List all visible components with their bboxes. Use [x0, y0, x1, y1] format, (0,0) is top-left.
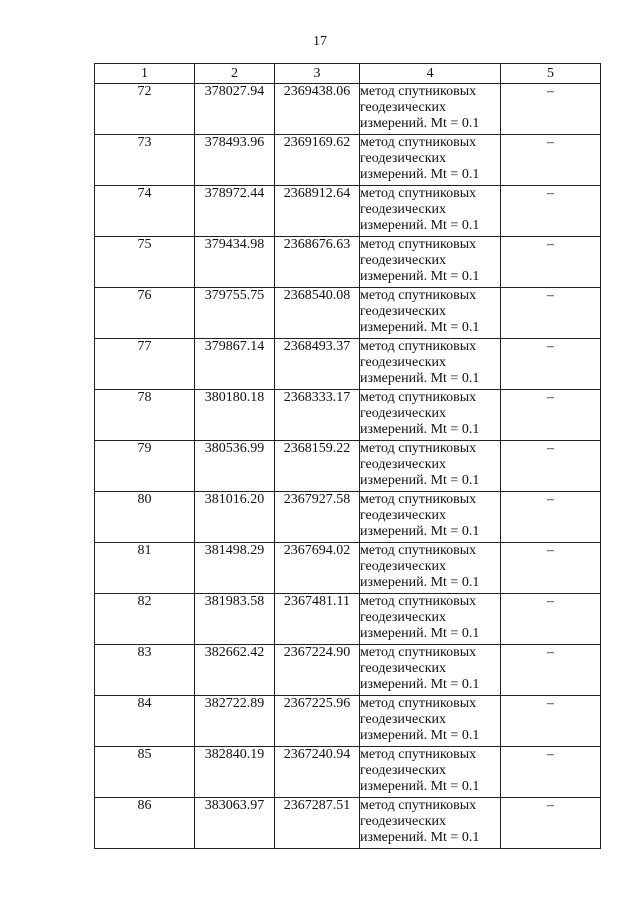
- method-line-1: метод спутниковых: [360, 288, 477, 303]
- method-cell: [360, 594, 501, 645]
- y-coordinate-cell: 2367927.58: [275, 492, 360, 543]
- point-number-cell: 85: [95, 747, 195, 798]
- x-coordinate-cell: 379867.14: [195, 339, 275, 390]
- method-line-2: геодезических: [360, 610, 447, 625]
- x-coordinate-cell: 379755.75: [195, 288, 275, 339]
- table-row: [95, 594, 601, 645]
- method-line-3: измерений. Mt = 0.1: [360, 371, 480, 386]
- method-line-1: метод спутниковых: [360, 543, 477, 558]
- method-line-1: метод спутниковых: [360, 594, 477, 609]
- x-coordinate-cell: 378493.96: [195, 135, 275, 186]
- method-cell: [360, 747, 501, 798]
- method-line-2: геодезических: [360, 712, 447, 727]
- point-number-cell: 83: [95, 645, 195, 696]
- method-line-3: измерений. Mt = 0.1: [360, 167, 480, 182]
- method-line-1: метод спутниковых: [360, 645, 477, 660]
- method-line-2: геодезических: [360, 202, 447, 217]
- x-coordinate-cell: 381016.20: [195, 492, 275, 543]
- table-row: [95, 288, 601, 339]
- x-coordinate-cell: 378972.44: [195, 186, 275, 237]
- note-cell: –: [501, 798, 601, 849]
- column-header-3: 3: [275, 64, 360, 84]
- method-cell: [360, 390, 501, 441]
- method-line-2: геодезических: [360, 355, 447, 370]
- x-coordinate-cell: 380180.18: [195, 390, 275, 441]
- table-body: [95, 84, 601, 849]
- x-coordinate-cell: 382722.89: [195, 696, 275, 747]
- x-coordinate-cell: 379434.98: [195, 237, 275, 288]
- method-line-3: измерений. Mt = 0.1: [360, 830, 480, 845]
- method-line-1: метод спутниковых: [360, 186, 477, 201]
- y-coordinate-cell: 2368493.37: [275, 339, 360, 390]
- note-cell: –: [501, 237, 601, 288]
- method-cell: [360, 492, 501, 543]
- method-line-3: измерений. Mt = 0.1: [360, 269, 480, 284]
- method-line-2: геодезических: [360, 100, 447, 115]
- method-line-1: метод спутниковых: [360, 237, 477, 252]
- method-line-2: геодезических: [360, 151, 447, 166]
- method-line-3: измерений. Mt = 0.1: [360, 677, 480, 692]
- table-row: [95, 645, 601, 696]
- y-coordinate-cell: 2368676.63: [275, 237, 360, 288]
- page-number: 17: [313, 34, 327, 49]
- point-number-cell: 77: [95, 339, 195, 390]
- method-line-2: геодезических: [360, 814, 447, 829]
- note-cell: –: [501, 696, 601, 747]
- table-row: [95, 543, 601, 594]
- y-coordinate-cell: 2368333.17: [275, 390, 360, 441]
- method-line-2: геодезических: [360, 304, 447, 319]
- method-line-1: метод спутниковых: [360, 441, 477, 456]
- column-header-5: 5: [501, 64, 601, 84]
- method-line-3: измерений. Mt = 0.1: [360, 779, 480, 794]
- note-cell: –: [501, 645, 601, 696]
- point-number-cell: 84: [95, 696, 195, 747]
- y-coordinate-cell: 2367481.11: [275, 594, 360, 645]
- table-row: [95, 696, 601, 747]
- note-cell: –: [501, 84, 601, 135]
- method-line-2: геодезических: [360, 661, 447, 676]
- note-cell: –: [501, 339, 601, 390]
- method-line-1: метод спутниковых: [360, 390, 477, 405]
- y-coordinate-cell: 2368159.22: [275, 441, 360, 492]
- method-line-2: геодезических: [360, 559, 447, 574]
- table-row: [95, 798, 601, 849]
- y-coordinate-cell: 2367287.51: [275, 798, 360, 849]
- y-coordinate-cell: 2367694.02: [275, 543, 360, 594]
- method-cell: [360, 543, 501, 594]
- table-row: [95, 390, 601, 441]
- method-cell: [360, 339, 501, 390]
- x-coordinate-cell: 381983.58: [195, 594, 275, 645]
- method-line-2: геодезических: [360, 508, 447, 523]
- table-row: [95, 135, 601, 186]
- method-line-3: измерений. Mt = 0.1: [360, 218, 480, 233]
- method-line-3: измерений. Mt = 0.1: [360, 626, 480, 641]
- table-row: [95, 441, 601, 492]
- method-line-2: геодезических: [360, 253, 447, 268]
- x-coordinate-cell: 382662.42: [195, 645, 275, 696]
- note-cell: –: [501, 543, 601, 594]
- note-cell: –: [501, 390, 601, 441]
- method-cell: [360, 186, 501, 237]
- point-number-cell: 86: [95, 798, 195, 849]
- point-number-cell: 79: [95, 441, 195, 492]
- method-line-1: метод спутниковых: [360, 747, 477, 762]
- note-cell: –: [501, 135, 601, 186]
- column-header-2: 2: [195, 64, 275, 84]
- table-header-row: [95, 64, 601, 84]
- x-coordinate-cell: 378027.94: [195, 84, 275, 135]
- y-coordinate-cell: 2367224.90: [275, 645, 360, 696]
- method-line-1: метод спутниковых: [360, 84, 477, 99]
- note-cell: –: [501, 186, 601, 237]
- note-cell: –: [501, 441, 601, 492]
- point-number-cell: 74: [95, 186, 195, 237]
- note-cell: –: [501, 492, 601, 543]
- note-cell: –: [501, 747, 601, 798]
- x-coordinate-cell: 383063.97: [195, 798, 275, 849]
- y-coordinate-cell: 2369438.06: [275, 84, 360, 135]
- method-line-3: измерений. Mt = 0.1: [360, 728, 480, 743]
- x-coordinate-cell: 382840.19: [195, 747, 275, 798]
- method-line-3: измерений. Mt = 0.1: [360, 422, 480, 437]
- method-line-1: метод спутниковых: [360, 339, 477, 354]
- coordinates-table: [94, 63, 601, 849]
- y-coordinate-cell: 2367225.96: [275, 696, 360, 747]
- method-line-2: геодезических: [360, 457, 447, 472]
- table-row: [95, 339, 601, 390]
- column-header-1: 1: [95, 64, 195, 84]
- method-line-1: метод спутниковых: [360, 798, 477, 813]
- point-number-cell: 80: [95, 492, 195, 543]
- point-number-cell: 75: [95, 237, 195, 288]
- y-coordinate-cell: 2368912.64: [275, 186, 360, 237]
- column-header-4: 4: [360, 64, 501, 84]
- table-row: [95, 84, 601, 135]
- point-number-cell: 82: [95, 594, 195, 645]
- x-coordinate-cell: 380536.99: [195, 441, 275, 492]
- note-cell: –: [501, 288, 601, 339]
- method-line-3: измерений. Mt = 0.1: [360, 116, 480, 131]
- method-cell: [360, 441, 501, 492]
- table-row: [95, 186, 601, 237]
- point-number-cell: 72: [95, 84, 195, 135]
- y-coordinate-cell: 2369169.62: [275, 135, 360, 186]
- y-coordinate-cell: 2368540.08: [275, 288, 360, 339]
- table-row: [95, 237, 601, 288]
- point-number-cell: 73: [95, 135, 195, 186]
- note-cell: –: [501, 594, 601, 645]
- x-coordinate-cell: 381498.29: [195, 543, 275, 594]
- method-line-2: геодезических: [360, 406, 447, 421]
- method-cell: [360, 288, 501, 339]
- method-cell: [360, 237, 501, 288]
- point-number-cell: 76: [95, 288, 195, 339]
- y-coordinate-cell: 2367240.94: [275, 747, 360, 798]
- method-line-3: измерений. Mt = 0.1: [360, 575, 480, 590]
- method-line-3: измерений. Mt = 0.1: [360, 320, 480, 335]
- method-cell: [360, 798, 501, 849]
- method-line-2: геодезических: [360, 763, 447, 778]
- method-line-3: измерений. Mt = 0.1: [360, 473, 480, 488]
- method-cell: [360, 645, 501, 696]
- method-line-1: метод спутниковых: [360, 492, 477, 507]
- method-cell: [360, 696, 501, 747]
- point-number-cell: 78: [95, 390, 195, 441]
- table-row: [95, 747, 601, 798]
- method-line-1: метод спутниковых: [360, 135, 477, 150]
- method-cell: [360, 135, 501, 186]
- method-line-1: метод спутниковых: [360, 696, 477, 711]
- method-cell: [360, 84, 501, 135]
- table-row: [95, 492, 601, 543]
- point-number-cell: 81: [95, 543, 195, 594]
- method-line-3: измерений. Mt = 0.1: [360, 524, 480, 539]
